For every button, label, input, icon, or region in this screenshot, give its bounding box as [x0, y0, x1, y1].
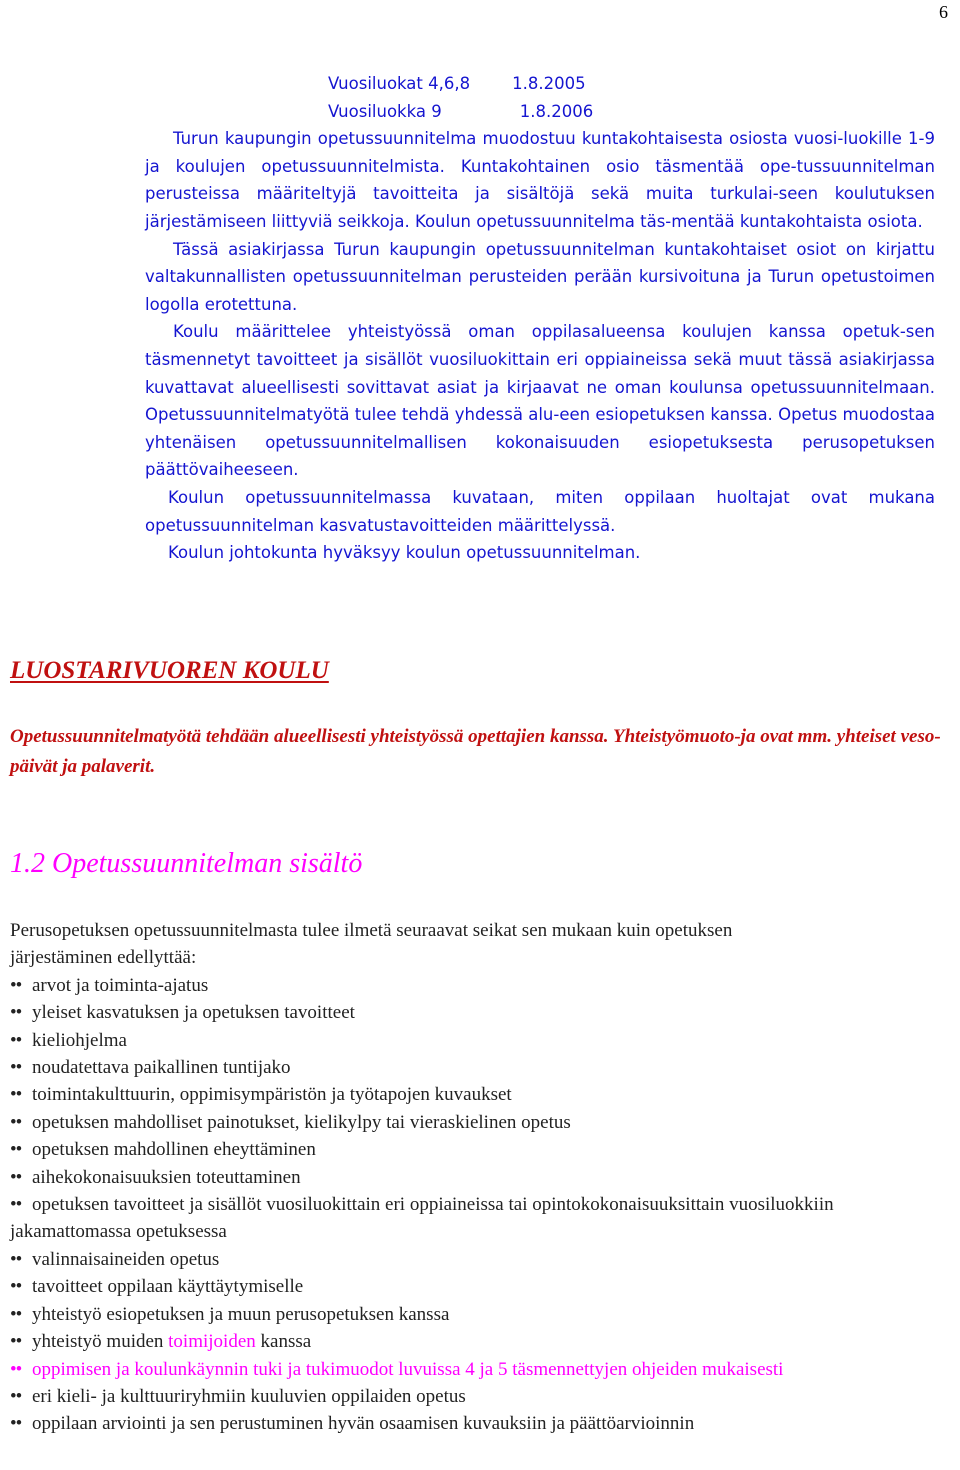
list-item [10, 1109, 950, 1136]
list-item-text: kanssa [255, 1331, 312, 1353]
list-item-text: kieliohjelma [32, 1029, 127, 1051]
section-heading: 1.2 Opetussuunnitelman sisältö [10, 848, 363, 879]
list-item-text: tavoitteet oppilaan käyttäytymiselle [32, 1276, 304, 1298]
intro-paragraph: Turun kaupungin opetussuunnitelma muodostuu kuntakohtaisesta osiosta vuosi-luokille 1-9 ja koulujen opetussuunnitelmista. Kuntakohtainen osio täsmentää ope-tussuunnitelman perusteissa määriteltyjä tavoitteita ja sisältöjä sekä muita turkulai-seen koulutuksen järjestämiseen liittyviä seikkoja. Koulun opetussuunnitelma täs-mentää kuntakohtaista osiota. [145, 129, 935, 231]
list-item [10, 1410, 950, 1437]
list-item [10, 999, 950, 1026]
bullet-icon: •• [10, 1413, 22, 1435]
bullet-icon: •• [10, 1166, 22, 1188]
list-item-text: valinnaisaineiden opetus [32, 1248, 220, 1270]
list-item-text: yhteistyö muiden [32, 1331, 169, 1353]
intro-paragraph: Koulu määrittelee yhteistyössä oman oppilasalueensa koulujen kanssa opetuk-sen täsmennetyt tavoitteet ja sisällöt vuosiluokittain eri oppiaineissa sekä muut tässä asiakirjassa kuvattavat alueellisesti sovittavat asiat ja kirjaavat ne oman koulunsa opetussuunnitelmaan. Opetussuunnitelmatyötä tulee tehdä yhdessä alu-een esiopetuksen kanssa. Opetus muodostaa yhtenäisen opetussuunnitelmallisen kokonaisuuden esiopetuksesta perusopetuksen päättövaiheeseen. [145, 322, 935, 480]
list-item-text: noudatettava paikallinen tuntijako [32, 1057, 291, 1079]
bullet-icon: •• [10, 1385, 22, 1407]
list-item-text: yleiset kasvatuksen ja opetuksen tavoitteet [32, 1002, 355, 1024]
section-content [10, 917, 950, 1438]
list-item [10, 1164, 950, 1191]
list-item-text: opetuksen mahdollinen eheyttäminen [32, 1139, 316, 1161]
bullet-icon: •• [10, 1002, 22, 1024]
bullet-icon: •• [10, 1248, 22, 1270]
bullet-icon: •• [10, 1303, 22, 1325]
list-item [10, 1136, 950, 1163]
list-item [10, 1301, 950, 1328]
list-item-text: oppimisen ja koulunkäynnin tuki ja tukimuodot luvuissa 4 ja 5 täsmennettyjen ohjeiden mukaisesti [32, 1358, 784, 1380]
list-item-text: oppilaan arviointi ja sen perustuminen hyvän osaamisen kuvauksiin ja päättöarvioinnin [32, 1413, 695, 1435]
list-item-text: opetuksen tavoitteet ja sisällöt vuosiluokittain eri oppiaineissa tai opintokokonaisuuksittain vuosiluokkiin jakamattomassa opetuksessa [10, 1194, 834, 1243]
list-item [10, 1027, 950, 1054]
bullet-icon: •• [10, 1358, 22, 1380]
list-item [10, 1246, 950, 1273]
list-item [10, 1328, 950, 1355]
school-note: Opetussuunnitelmatyötä tehdään alueellisesti yhteistyössä opettajien kanssa. Yhteistyömuoto-ja ovat mm. yhteiset veso-päivät ja palaverit. [10, 726, 941, 777]
intro-paragraph: Koulun opetussuunnitelmassa kuvataan, miten oppilaan huoltajat ovat mukana opetussuunnitelman kasvatustavoitteiden määrittelyssä. [145, 487, 935, 535]
school-title: LUOSTARIVUOREN KOULU [10, 657, 329, 684]
bullet-icon: •• [10, 1331, 22, 1353]
list-item-highlight: toimijoiden [168, 1331, 256, 1353]
list-item-text: arvot ja toiminta-ajatus [32, 974, 209, 996]
list-item [10, 1273, 950, 1300]
intro-paragraph: Koulun johtokunta hyväksyy koulun opetussuunnitelman. [168, 543, 641, 563]
bullet-icon: •• [10, 1111, 22, 1133]
page-number: 6 [939, 2, 948, 22]
content-list [10, 972, 950, 1438]
bullet-icon: •• [10, 1029, 22, 1051]
year-line [328, 98, 935, 126]
year-date: 1.8.2005 [512, 74, 586, 93]
bullet-icon: •• [10, 1084, 22, 1106]
year-date: 1.8.2006 [519, 101, 594, 121]
year-grades: Vuosiluokat 4,6,8 [328, 74, 471, 93]
bullet-icon: •• [10, 1139, 22, 1161]
list-item-text: yhteistyö esiopetuksen ja muun perusopetuksen kanssa [32, 1303, 450, 1325]
list-item-text: opetuksen mahdolliset painotukset, kielikylpy tai vieraskielinen opetus [32, 1111, 571, 1133]
year-grades: Vuosiluokka 9 [328, 101, 442, 121]
list-item-text: toimintakulttuurin, oppimisympäristön ja työtapojen kuvaukset [32, 1084, 512, 1106]
list-item [10, 1191, 950, 1246]
bullet-icon: •• [10, 1194, 22, 1216]
list-item [10, 1054, 950, 1081]
bullet-icon: •• [10, 974, 22, 996]
intro-paragraph: Tässä asiakirjassa Turun kaupungin opetussuunnitelman kuntakohtaiset osiot on kirjattu valtakunnallisten opetussuunnitelman perusteiden perään kursivoituna ja Turun opetustoimen logolla erotettuna. [145, 239, 935, 314]
list-item [10, 1081, 950, 1108]
section-intro: Perusopetuksen opetussuunnitelmasta tulee ilmetä seuraavat seikat sen mukaan kuin opetuksen järjestäminen edellyttää: [10, 920, 733, 969]
list-item-support [10, 1356, 950, 1383]
list-item-text: eri kieli- ja kulttuuriryhmiin kuuluvien oppilaiden opetus [32, 1385, 466, 1407]
list-item-text: aihekokonaisuuksien toteuttaminen [32, 1166, 301, 1188]
bullet-icon: •• [10, 1276, 22, 1298]
bullet-icon: •• [10, 1057, 22, 1079]
year-line [328, 70, 935, 98]
intro-block [145, 70, 935, 567]
list-item [10, 1383, 950, 1410]
list-item [10, 972, 950, 999]
